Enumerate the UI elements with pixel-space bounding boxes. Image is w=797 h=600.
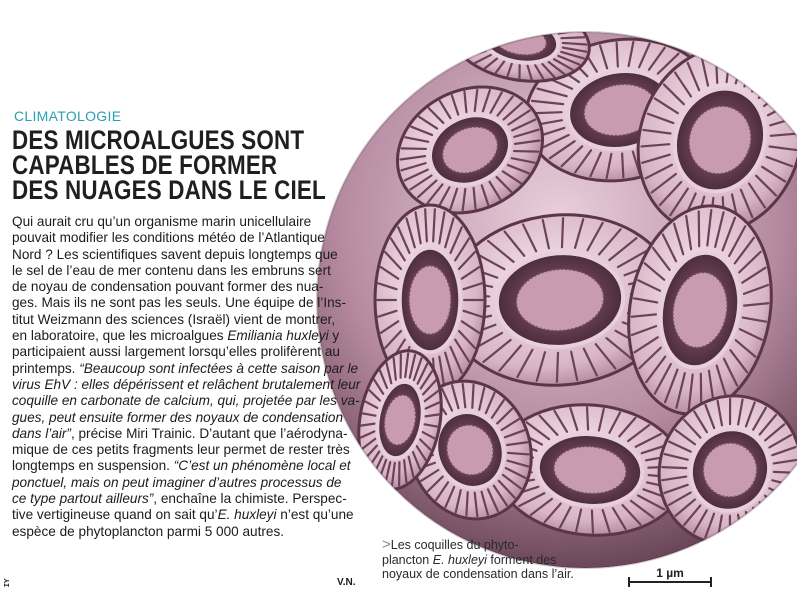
author-signature: V.N. — [337, 577, 356, 588]
italic-text: “Beaucoup sont infectées à cette saison par le — [79, 360, 359, 376]
body-line — [12, 426, 374, 442]
body-line — [12, 458, 374, 474]
text-run: tive vertigineuse quand on sait qu’ — [12, 507, 218, 523]
italic-text: gues, peut ensuite former des noyaux de condensation — [12, 409, 344, 425]
text-run: longtemps en suspension. — [12, 458, 174, 474]
text-run: ges. Mais ils ne sont pas les seuls. Une équipe de l’Ins- — [12, 295, 346, 311]
text-run: y — [328, 328, 340, 344]
section-kicker: CLIMATOLOGIE — [14, 108, 122, 124]
body-line — [12, 312, 374, 328]
body-line — [12, 263, 374, 279]
text-run: Les coquilles du phyto- — [390, 538, 519, 552]
photo-caption — [382, 538, 582, 582]
body-line — [12, 442, 374, 458]
italic-text: “C’est un phénomène local et — [173, 458, 351, 474]
body-line — [12, 491, 374, 507]
text-run: noyaux de condensation dans l’air. — [382, 567, 574, 581]
text-run: participaient aussi largement lorsqu’elles prolifèrent au — [12, 344, 340, 360]
caption-arrow-icon: > — [382, 536, 391, 553]
headline-line: DES MICROALGUES SONT — [12, 125, 305, 155]
text-run: titut Weizmann des sciences (Israël) vient de montrer, — [12, 311, 336, 327]
caption-line — [382, 553, 582, 568]
italic-text: E. huxleyi — [432, 552, 487, 567]
text-run: forment des — [486, 552, 557, 567]
body-line — [12, 214, 374, 230]
body-line — [12, 247, 374, 263]
body-line — [12, 410, 374, 426]
italic-text: Emiliania huxleyi — [227, 328, 329, 344]
italic-text: ce type partout ailleurs” — [12, 491, 154, 507]
body-line — [12, 507, 374, 523]
caption-line — [382, 567, 582, 582]
body-line — [12, 524, 374, 540]
headline-line: DES NUAGES DANS LE CIEL — [12, 175, 326, 205]
text-run: Nord ? Les scientifiques savent depuis longtemps que — [12, 246, 338, 262]
text-run: plancton — [382, 552, 433, 567]
text-run: Qui aurait cru qu’un organisme marin unicellulaire — [12, 214, 312, 229]
body-line — [12, 344, 374, 360]
text-run: , enchaîne la chimiste. Perspec- — [153, 491, 347, 507]
body-line — [12, 393, 374, 409]
text-run: le sel de l’eau de mer contenu dans les embruns sert — [12, 262, 331, 278]
article — [12, 108, 374, 540]
italic-text: coquille en carbonate de calcium, qui, projetée par les va- — [12, 393, 360, 409]
scale-line — [628, 581, 712, 583]
italic-text: virus EhV : elles dépérissent et relâchent brutalement leur — [12, 376, 361, 392]
article-body — [12, 214, 374, 540]
text-run: mique de ces petits fragments leur permet de rester très — [12, 442, 350, 458]
text-run: , précise Miri Trainic. D’autant que l’aérodyna- — [70, 425, 348, 441]
scale-label: 1 µm — [656, 566, 684, 580]
headline — [12, 125, 374, 205]
body-line — [12, 475, 374, 491]
body-line — [12, 230, 374, 246]
italic-text: ponctuel, mais on peut imaginer d’autres processus de — [12, 474, 342, 490]
text-run: printemps. — [12, 360, 80, 376]
page-side-mark: ɪʏ — [1, 578, 11, 587]
italic-text: dans l’air” — [12, 425, 71, 441]
caption-line — [382, 538, 582, 553]
italic-text: E. huxleyi — [217, 507, 277, 523]
body-line — [12, 279, 374, 295]
text-run: pouvait modifier les conditions météo de l’Atlantique — [12, 230, 325, 246]
text-run: n’est qu’une — [276, 507, 354, 523]
text-run: en laboratoire, que les microalgues — [12, 328, 228, 344]
body-line — [12, 295, 374, 311]
headline-line: CAPABLES DE FORMER — [12, 150, 278, 180]
text-run: espèce de phytoplancton parmi 5 000 autres. — [12, 523, 285, 539]
body-line — [12, 377, 374, 393]
body-line — [12, 328, 374, 344]
text-run: de noyau de condensation pouvant former des nua- — [12, 279, 324, 295]
body-line — [12, 361, 374, 377]
